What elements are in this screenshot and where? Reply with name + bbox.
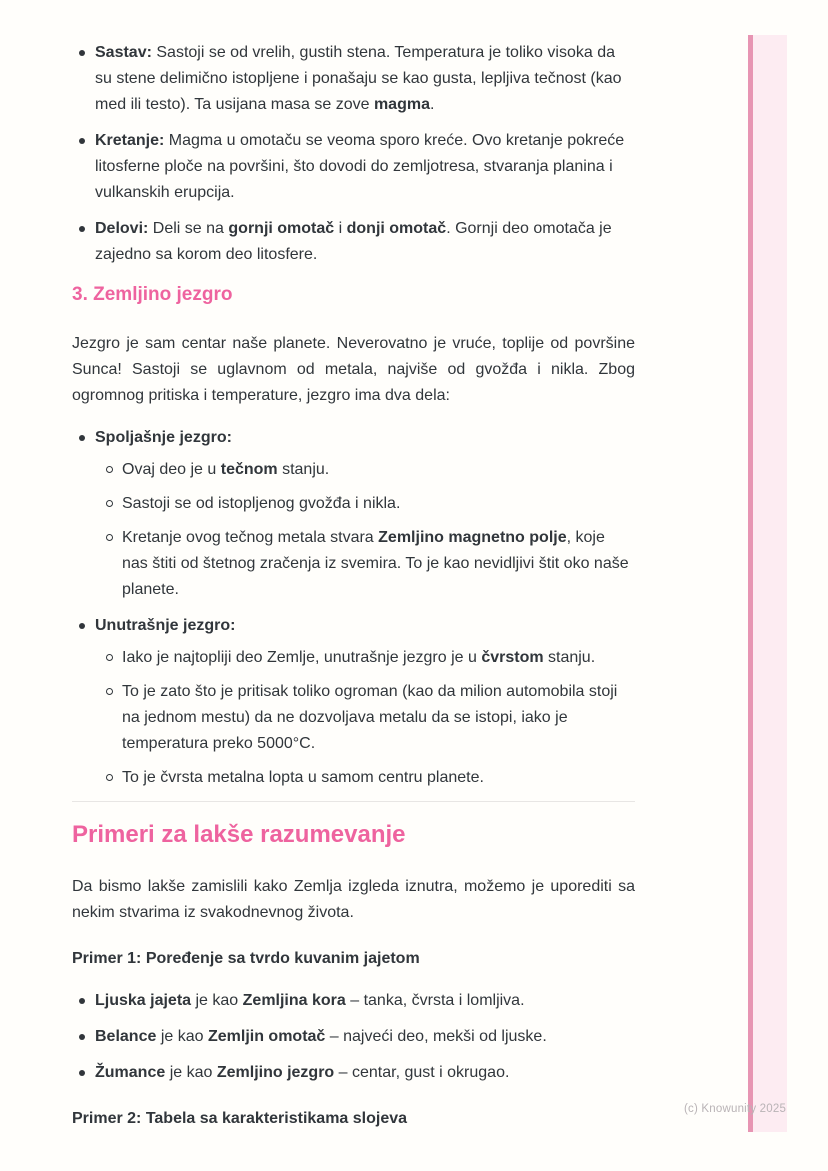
core-intro-paragraph: Jezgro je sam centar naše planete. Neverovatno je vruće, toplije od površine Sunca! Sastoji se uglavnom od metala, najviše od gvožđa i nikla. Zbog ogromnog pritiska i temperature, jezgro ima dva dela: [72, 335, 635, 404]
list-item-text: To je čvrsta metalna lopta u samom centru planete. [122, 769, 484, 786]
list-item [95, 491, 635, 517]
list-item [72, 1060, 635, 1086]
list-item-text: Delovi: Deli se na gornji omotač i donji omotač. Gornji deo omotača je zajedno sa korom deo litosfere. [95, 220, 612, 263]
section-divider [72, 801, 635, 802]
list-item-text: Žumance je kao Zemljino jezgro – centar, gust i okrugao. [95, 1064, 510, 1081]
list-item [72, 1024, 635, 1050]
list-item-text: To je zato što je pritisak toliko ogroman (kao da milion automobila stoji na jednom mestu) da ne dozvoljava metalu da se istopi, iako je temperatura preko 5000°C. [122, 683, 618, 752]
mantle-properties-list [72, 40, 635, 268]
example1-heading: Primer 1: Poređenje sa tvrdo kuvanim jajetom [72, 950, 420, 967]
list-item [95, 457, 635, 483]
inner-core-sublist [95, 645, 635, 791]
list-item [72, 988, 635, 1014]
list-item [95, 645, 635, 671]
list-item [72, 613, 635, 791]
list-item-text: Kretanje: Magma u omotaču se veoma sporo kreće. Ovo kretanje pokreće litosferne ploče na površini, što dovodi do zemljotresa, stvaranja planina i vulkanskih erupcija. [95, 132, 625, 201]
outer-core-sublist [95, 457, 635, 603]
examples-heading: Primeri za lakše razumevanje [72, 821, 406, 848]
list-item [95, 765, 635, 791]
section-heading-core: 3. Zemljino jezgro [72, 284, 233, 305]
list-item [95, 679, 635, 757]
egg-comparison-list [72, 988, 635, 1086]
list-item [72, 425, 635, 603]
list-item-text: Belance je kao Zemljin omotač – najveći deo, mekši od ljuske. [95, 1028, 547, 1045]
inner-core-title: Unutrašnje jezgro: [95, 617, 236, 634]
example2-heading: Primer 2: Tabela sa karakteristikama slojeva [72, 1110, 408, 1127]
outer-core-title: Spoljašnje jezgro: [95, 429, 232, 446]
page-edge-ribbon [748, 35, 787, 1132]
list-item [72, 216, 635, 268]
list-item [95, 525, 635, 603]
list-item-text: Kretanje ovog tečnog metala stvara Zemljino magnetno polje, koje nas štiti od štetnog zračenja iz svemira. To je kao nevidljivi štit oko naše planete. [122, 529, 629, 598]
list-item-text: Sastoji se od istopljenog gvožđa i nikla. [122, 495, 401, 512]
list-item-text: Ovaj deo je u tečnom stanju. [122, 461, 330, 478]
list-item [72, 40, 635, 118]
list-item [72, 128, 635, 206]
core-parts-list [72, 425, 635, 791]
examples-intro-paragraph: Da bismo lakše zamislili kako Zemlja izgleda iznutra, možemo je uporediti sa nekim stvarima iz svakodnevnog života. [72, 878, 635, 921]
list-item-text: Sastav: Sastoji se od vrelih, gustih stena. Temperatura je toliko visoka da su stene delimično istopljene i ponašaju se kao gusta, lepljiva tečnost (kao med ili testo). Ta usijana masa se zove magma. [95, 44, 622, 113]
document-content [72, 40, 635, 1148]
list-item-text: Ljuska jajeta je kao Zemljina kora – tanka, čvrsta i lomljiva. [95, 992, 525, 1009]
copyright-notice: (c) Knowunity 2025 [684, 1103, 787, 1115]
list-item-text: Iako je najtopliji deo Zemlje, unutrašnje jezgro je u čvrstom stanju. [122, 649, 596, 666]
